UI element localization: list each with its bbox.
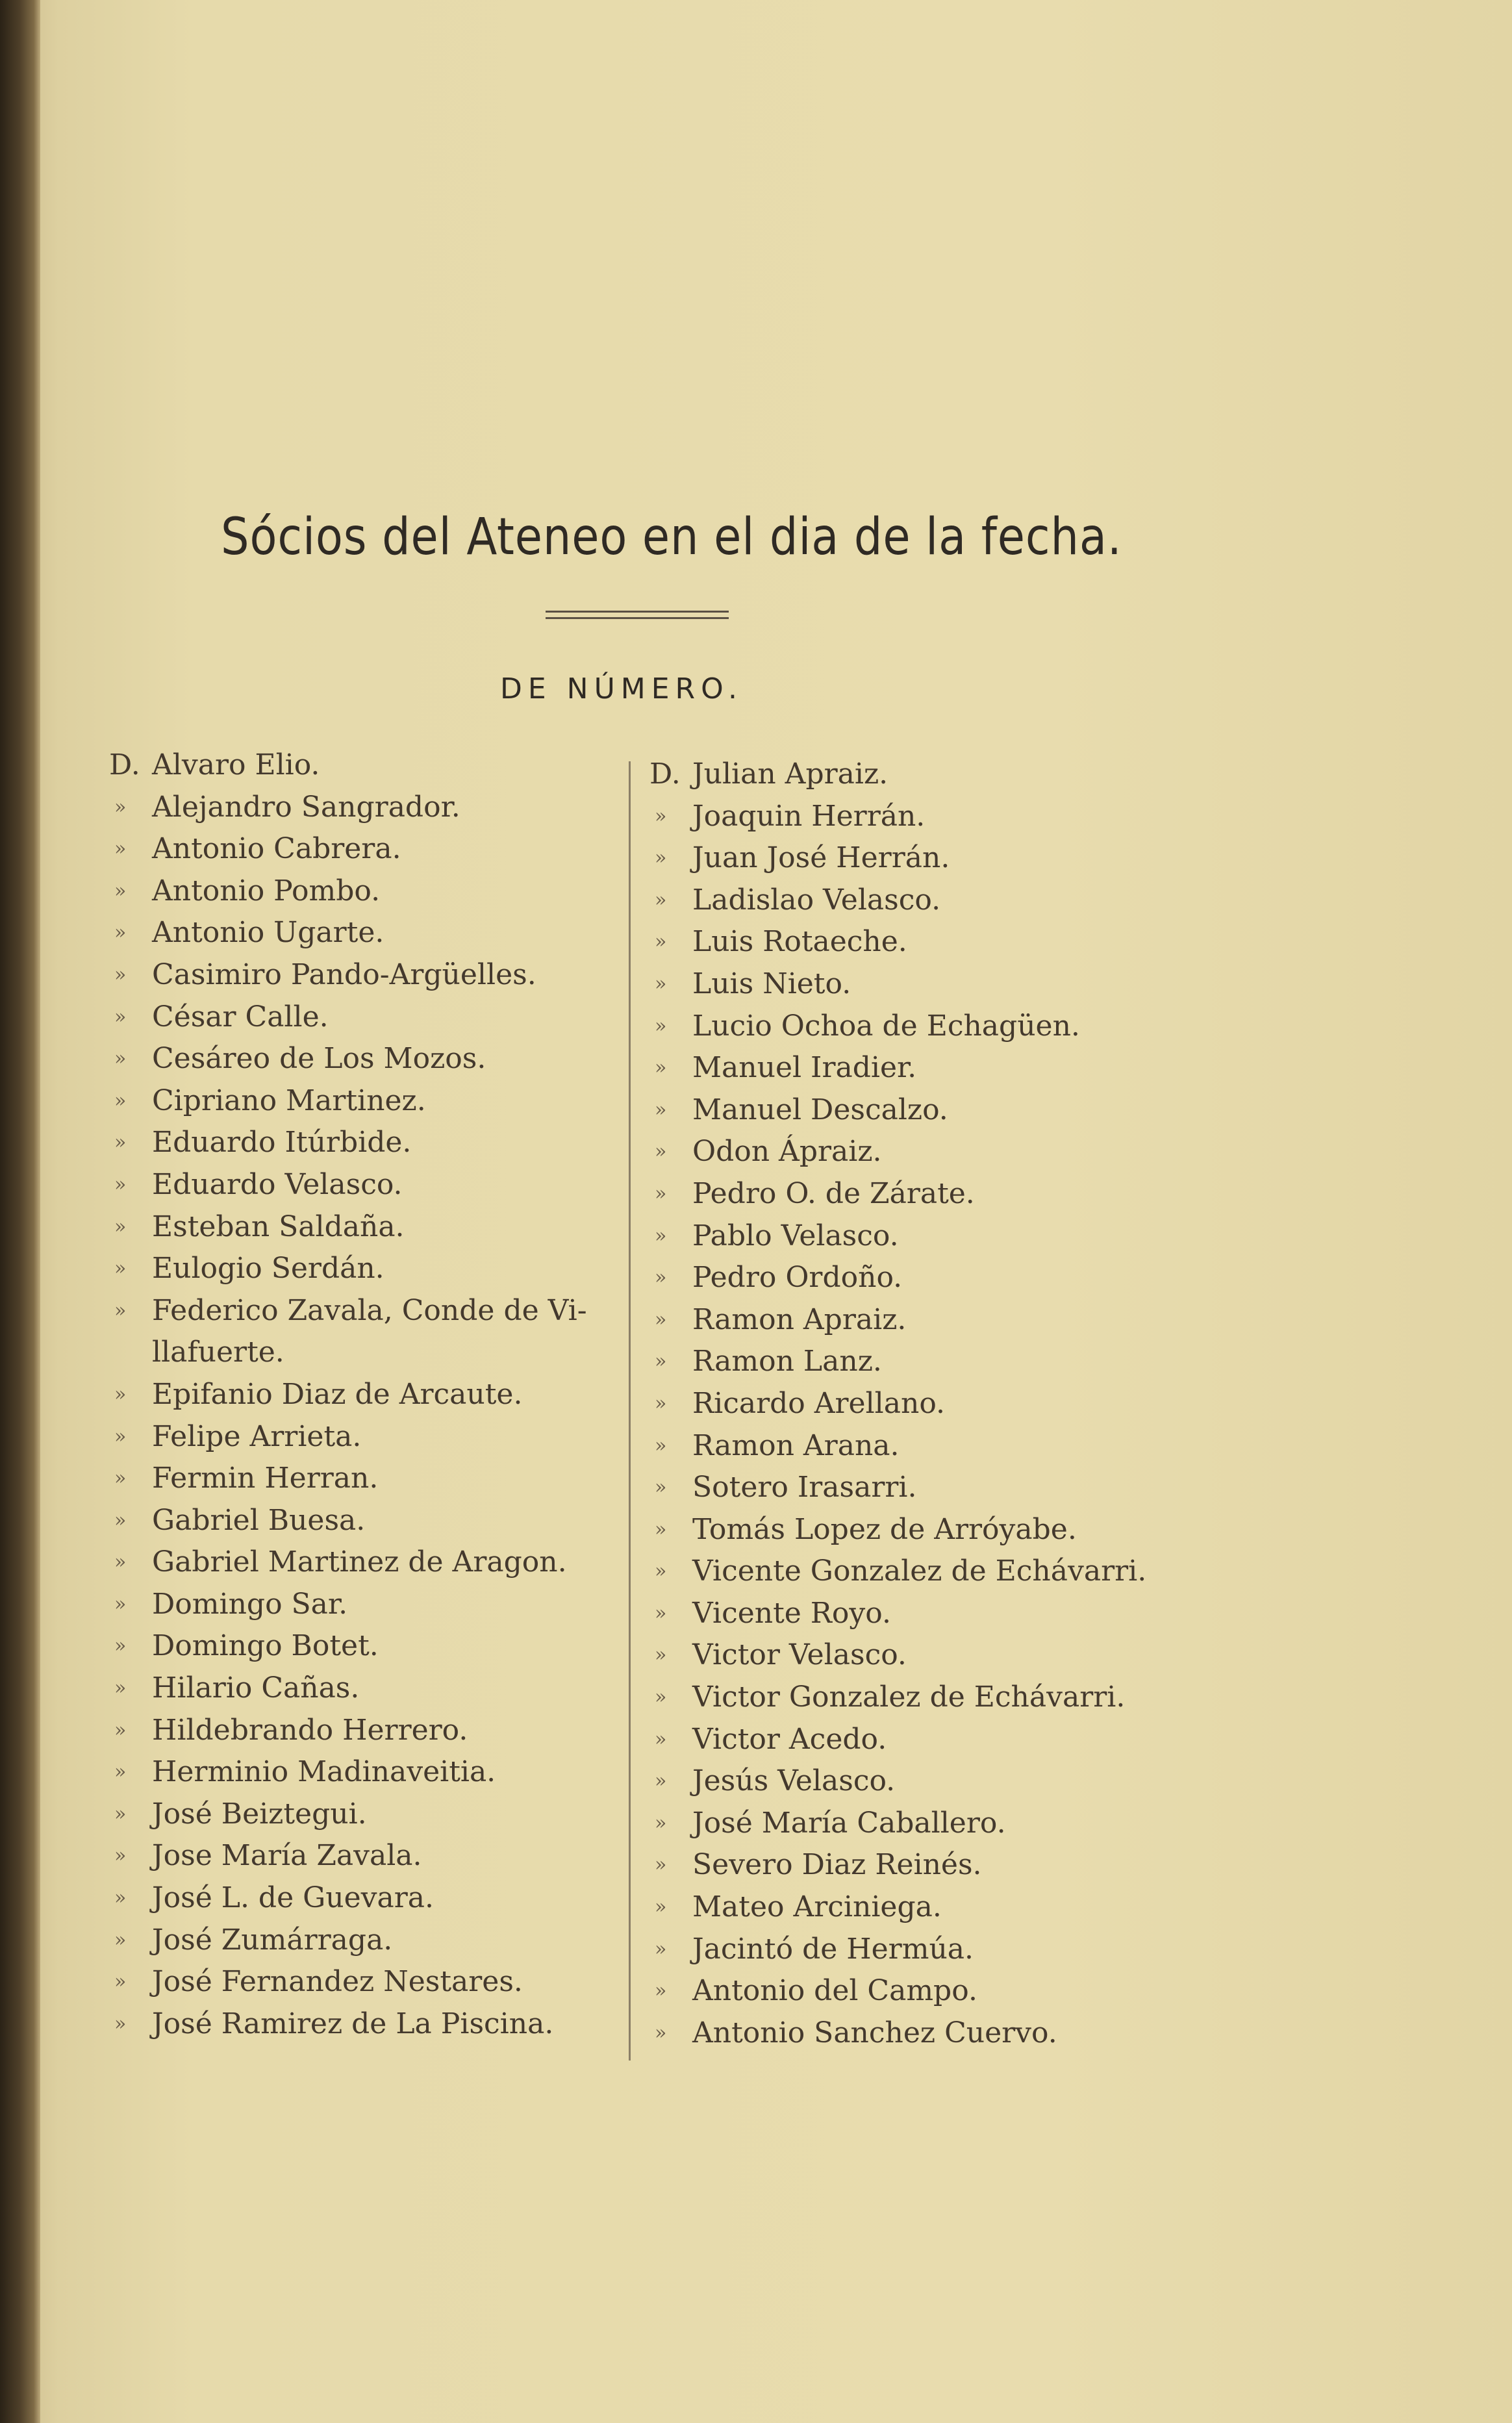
member-name: llafuerte. [152,1336,284,1369]
member-name: Jesús Velasco. [692,1764,896,1798]
member-entry [649,1006,1299,1048]
member-entry [109,996,603,1039]
member-entry [649,1089,1299,1132]
member-entry [649,1719,1299,1761]
entry-prefix: » [655,1014,667,1037]
member-entry [109,954,603,996]
member-entry [109,1584,603,1626]
member-entry [109,1668,603,1710]
entry-prefix: » [655,1182,667,1205]
entry-prefix: » [655,1476,667,1499]
member-name: Jose María Zavala. [152,1839,422,1873]
member-name: Fermin Herran. [152,1462,379,1495]
member-name: Domingo Sar. [152,1587,348,1621]
member-name: Ramon Arana. [692,1428,900,1462]
member-name: Joaquin Herrán. [692,799,926,833]
member-name: José Ramirez de La Piscina. [152,2007,554,2040]
member-name: José María Caballero. [692,1806,1006,1840]
page-title: Sócios del Ateneo en el dia de la fecha. [221,508,1122,566]
entry-prefix: » [114,879,127,902]
member-name: Felipe Arrieta. [152,1419,362,1453]
member-entry [109,1080,603,1123]
title-rule-upper [546,611,729,613]
entry-prefix: » [655,1686,667,1709]
section-heading: DE NÚMERO. [500,672,743,705]
member-entry [109,1794,603,1836]
member-name: Sotero Irasarri. [692,1471,917,1504]
member-entry [649,1551,1299,1593]
member-name: Alejandro Sangrador. [152,790,460,824]
entry-prefix: » [114,1886,127,1910]
member-name: Victor Acedo. [692,1722,887,1756]
entry-prefix: » [114,1467,127,1490]
member-name: Esteban Saldaña. [152,1210,405,1243]
member-name: Antonio Ugarte. [152,916,384,950]
title-rule-lower [546,617,729,619]
member-entry [649,837,1299,880]
member-entry [109,870,603,913]
member-entry [649,754,1299,796]
member-name: Pablo Velasco. [692,1219,899,1252]
member-entry [649,1677,1299,1719]
member-entry [649,1299,1299,1341]
member-entry [649,1760,1299,1803]
column-divider [629,761,631,2061]
entry-prefix: » [114,1928,127,1951]
entry-prefix: » [655,1601,667,1625]
member-entry [109,1877,603,1920]
member-name: Tomás Lopez de Arróyabe. [692,1512,1077,1546]
members-list-right [649,754,1299,2054]
member-entry [109,1374,603,1416]
member-name: Ramon Lanz. [692,1345,882,1378]
entry-prefix: » [114,1257,127,1280]
member-entry [109,1920,603,1962]
member-entry [649,1886,1299,1929]
member-entry [109,1625,603,1668]
entry-prefix: » [655,1896,667,1919]
member-name: Juan José Herrán. [692,841,950,875]
member-name: Alvaro Elio. [152,748,320,781]
member-entry [649,1257,1299,1299]
entry-prefix: » [655,972,667,995]
member-name: Manuel Iradier. [692,1051,917,1085]
entry-prefix: » [655,1056,667,1080]
member-entry [109,1206,603,1249]
entry-prefix: » [655,1350,667,1373]
entry-prefix: » [655,1224,667,1247]
entry-prefix: » [114,1802,127,1825]
entry-prefix: » [114,921,127,945]
member-name: Mateo Arciniega. [692,1890,942,1924]
member-entry [649,1215,1299,1258]
entry-prefix: » [655,1308,667,1331]
member-name: Hildebrando Herrero. [152,1713,468,1747]
member-name: Vicente Gonzalez de Echávarri. [692,1554,1147,1588]
entry-prefix: » [655,2021,667,2044]
members-list-left [109,744,603,2045]
entry-prefix: » [114,1677,127,1700]
member-entry [109,912,603,954]
entry-prefix: » [655,1140,667,1163]
member-name: Ricardo Arellano. [692,1386,946,1420]
member-name: Federico Zavala, Conde de Vi- [152,1293,587,1327]
member-entry [649,1383,1299,1425]
member-entry [649,1803,1299,1845]
member-name: Julian Apraiz. [692,757,888,791]
entry-prefix: » [655,1853,667,1877]
entry-prefix: » [114,1970,127,1994]
entry-prefix: » [114,1425,127,1448]
entry-prefix: » [114,1551,127,1574]
member-entry [109,828,603,870]
member-name: Severo Diaz Reinés. [692,1848,982,1882]
member-name: Ramon Apraiz. [692,1302,907,1336]
member-name: Pedro O. de Zárate. [692,1176,975,1210]
member-name: Victor Gonzalez de Echávarri. [692,1681,1126,1714]
entry-prefix: » [114,795,127,818]
entry-prefix: » [655,1979,667,2003]
member-name: César Calle. [152,1000,329,1034]
entry-prefix: » [655,1811,667,1834]
member-name: Antonio Sanchez Cuervo. [692,2016,1057,2049]
entry-prefix: » [655,1560,667,1583]
member-name: Antonio Pombo. [152,874,381,907]
entry-prefix: » [114,1718,127,1742]
entry-prefix: » [655,1266,667,1289]
entry-prefix: » [114,1005,127,1028]
member-name: Manuel Descalzo. [692,1093,948,1126]
member-name: Eduardo Itúrbide. [152,1126,412,1160]
member-entry [649,1844,1299,1886]
member-name: Odon Ápraiz. [692,1135,882,1169]
member-entry [649,1467,1299,1509]
member-entry [649,1593,1299,1635]
entry-prefix: » [655,846,667,870]
entry-prefix: » [114,1634,127,1658]
entry-prefix: » [655,930,667,954]
member-entry [649,1970,1299,2012]
member-name: Epifanio Diaz de Arcaute. [152,1377,523,1411]
member-entry [649,1131,1299,1173]
member-entry [109,1416,603,1458]
member-name: Pedro Ordoño. [692,1261,903,1295]
member-entry [649,1341,1299,1383]
entry-prefix: » [114,837,127,861]
entry-prefix: » [655,1937,667,1960]
entry-prefix: » [655,804,667,828]
member-name: Vicente Royo. [692,1596,891,1630]
member-name: José Beiztegui. [152,1797,367,1831]
member-entry [649,880,1299,922]
entry-prefix: D. [109,748,140,781]
member-entry [649,921,1299,963]
member-name: Domingo Botet. [152,1629,379,1663]
entry-prefix: » [655,1434,667,1457]
member-name: José Fernandez Nestares. [152,1965,523,1999]
entry-prefix: » [114,1131,127,1154]
member-entry [109,1751,603,1794]
member-entry [109,1332,603,1374]
member-entry [649,2012,1299,2055]
entry-prefix: » [655,1727,667,1751]
entry-prefix: » [655,1098,667,1121]
entry-prefix: » [114,2012,127,2035]
member-entry [109,1961,603,2003]
entry-prefix: » [655,1770,667,1793]
entry-prefix: » [655,1643,667,1667]
member-entry [109,744,603,787]
entry-prefix: » [655,1517,667,1541]
entry-prefix: » [114,1592,127,1616]
member-name: Casimiro Pando-Argüelles. [152,958,536,991]
member-name: Antonio del Campo. [692,1974,977,2008]
entry-prefix: » [114,1760,127,1784]
member-name: José Zumárraga. [152,1923,393,1957]
member-name: Luis Rotaeche. [692,925,907,959]
entry-prefix: D. [649,757,681,791]
member-entry [109,1248,603,1290]
entry-prefix: » [114,1844,127,1868]
entry-prefix: » [114,1508,127,1532]
member-name: Gabriel Buesa. [152,1503,366,1537]
member-entry [109,1500,603,1542]
member-entry [649,1634,1299,1677]
member-entry [109,2003,603,2046]
entry-prefix: » [114,1382,127,1406]
member-entry [109,1164,603,1206]
member-entry [109,787,603,829]
member-entry [649,1047,1299,1089]
member-name: Antonio Cabrera. [152,832,401,866]
entry-prefix: » [114,1089,127,1112]
member-entry [109,1290,603,1332]
entry-prefix: » [114,1299,127,1322]
entry-prefix: » [114,1215,127,1238]
member-name: Jacintó de Hermúa. [692,1932,974,1966]
member-entry [109,1835,603,1877]
member-name: Ladislao Velasco. [692,883,941,917]
entry-prefix: » [114,1047,127,1071]
member-entry [109,1122,603,1164]
member-entry [109,1541,603,1584]
member-entry [649,1425,1299,1467]
member-entry [649,1929,1299,1971]
member-entry [649,1173,1299,1215]
book-binding-edge [0,0,40,2423]
member-name: Luis Nieto. [692,967,851,1000]
member-name: José L. de Guevara. [152,1881,434,1915]
member-name: Gabriel Martinez de Aragon. [152,1545,567,1579]
member-name: Eduardo Velasco. [152,1167,403,1201]
member-name: Cesáreo de Los Mozos. [152,1042,486,1076]
member-entry [109,1038,603,1080]
member-name: Lucio Ochoa de Echagüen. [692,1009,1080,1043]
member-entry [649,796,1299,838]
member-entry [109,1710,603,1752]
member-entry [109,1458,603,1500]
entry-prefix: » [655,888,667,911]
entry-prefix: » [114,1173,127,1196]
member-entry [649,963,1299,1006]
member-name: Cipriano Martinez. [152,1084,426,1117]
member-name: Hilario Cañas. [152,1671,360,1705]
entry-prefix: » [114,963,127,986]
member-entry [649,1509,1299,1551]
member-name: Herminio Madinaveitia. [152,1755,496,1789]
member-name: Eulogio Serdán. [152,1252,384,1286]
entry-prefix: » [655,1391,667,1415]
member-name: Victor Velasco. [692,1638,907,1672]
